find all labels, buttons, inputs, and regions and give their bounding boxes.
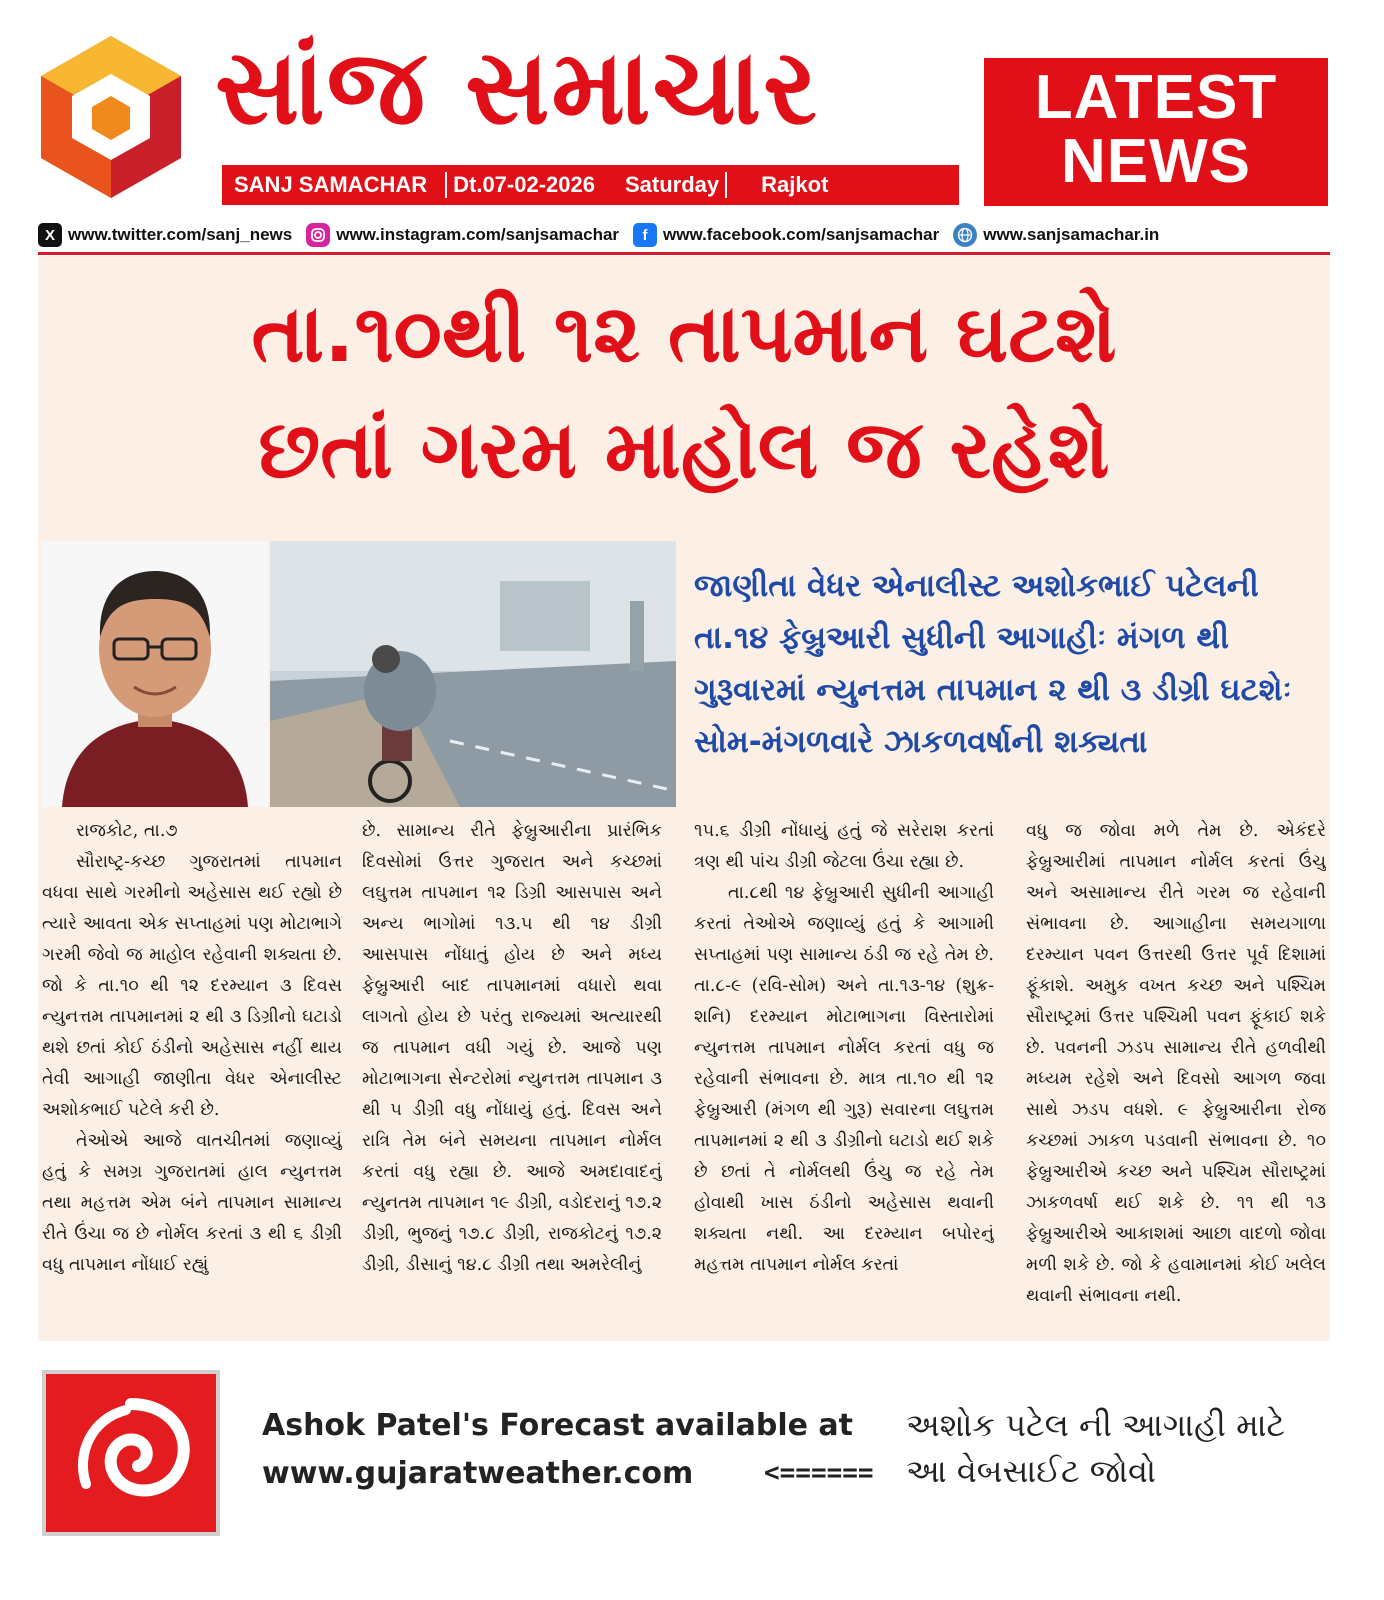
latest-label: LATEST <box>1034 63 1278 132</box>
instagram-url: www.instagram.com/sanjsamachar <box>336 225 620 244</box>
latest-news-badge <box>984 58 1328 206</box>
paragraph: તા.૮થી ૧૪ ફેબ્રુઆરી સુધીની આગાહી કરતાં તેઓએ જણાવ્યું હતું કે આગામી સપ્તાહમાં પણ સામાન્ય ઠંડી જ રહે તેમ છે. તા.૮-૯ (રવિ-સોમ) અને તા.૧૩-૧૪ (શુક્ર-શનિ) દરમ્યાન મોટાભાગના વિસ્તારોમાં ન્યુનત્તમ તાપમાન નોર્મલ કરતાં વધુ જ રહેવાની સંભાવના છે. માત્ર તા.૧૦ થી ૧૨ ફેબ્રુઆરી (મંગળ થી ગુરૂ) સવારના લઘુત્તમ તાપમાનમાં ૨ થી ૩ ડીગ્રીનો ઘટાડો થઈ શકે છે છતાં તે નોર્મલથી ઉંચુ જ રહે તેમ હોવાથી ખાસ ઠંડીનો અહેસાસ થવાની શક્યતા નથી. આ દરમ્યાન બપોરનું મહત્તમ તાપમાન નોર્મલ કરતાં <box>694 883 994 1275</box>
article-column-2 <box>362 816 662 1336</box>
ad-arrow: <====== <box>764 1458 874 1488</box>
website-link[interactable] <box>953 223 1159 247</box>
globe-icon <box>953 223 977 247</box>
foggy-road-photo <box>270 541 676 807</box>
analyst-photo <box>42 541 268 807</box>
issue-city: Rajkot <box>761 172 829 197</box>
twitter-link[interactable] <box>38 223 292 247</box>
instagram-link[interactable] <box>306 223 619 247</box>
instagram-icon <box>306 223 330 247</box>
subheadline: જાણીતા વેધર એનાલીસ્ટ અશોકભાઈ પટેલની તા.૧૪ ફેબ્રુઆરી સુધીની આગાહીઃ મંગળ થી ગુરૂવારમાં ન્યુનત્તમ તાપમાન ૨ થી ૩ ડીગ્રી ઘટશેઃ સોમ-મંગળવારે ઝાકળવર્ષાની શક્યતા <box>694 568 1292 760</box>
social-links-bar <box>38 218 1330 255</box>
facebook-link[interactable] <box>633 223 939 247</box>
website-url: www.sanjsamachar.in <box>983 225 1160 244</box>
paragraph: વધુ જ જોવા મળે તેમ છે. એકંદરે ફેબ્રુઆરીમાં તાપમાન નોર્મલ કરતાં ઉંચુ અને અસામાન્ય રીતે ગરમ જ રહેવાની સંભાવના છે. આગાહીના સમયગાળા દરમ્યાન પવન ઉત્તરથી ઉત્તર પૂર્વ દિશામાં ફૂંકાશે. અમુક વખત કચ્છ અને પશ્ચિમ સૌરાષ્ટ્રમાં ઉત્તર પશ્ચિમી પવન ફૂંકાઈ શકે છે. પવનની ઝડપ સામાન્ય રીતે હળવીથી મધ્યમ રહેશે અને દિવસો આગળ જવા સાથે ઝડપ વધશે. ૯ ફેબ્રુઆરીના રોજ કચ્છમાં ઝાકળ પડવાની સંભાવના છે. ૧૦ ફેબ્રુઆરીએ કચ્છ અને પશ્ચિમ સૌરાષ્ટ્રમાં ઝાકળવર્ષા થઈ શકે છે. ૧૧ થી ૧૩ ફેબ્રુઆરીએ આકાશમાં આછા વાદળો જોવા મળી શકે છે. જો કે હવામાનમાં કોઈ ખલેલ થવાની સંભાવના નથી. <box>1026 821 1326 1306</box>
gujarat-weather-logo <box>42 1370 220 1536</box>
ad-gujarati-text-2: આ વેબસાઈટ જોવો <box>906 1452 1156 1490</box>
divider <box>445 172 447 198</box>
paragraph: છે. સામાન્ય રીતે ફેબ્રુઆરીના પ્રારંભિક દિવસોમાં ઉત્તર ગુજરાત અને કચ્છમાં લઘુત્તમ તાપમાન ૧૨ ડિગ્રી આસપાસ અને અન્ય ભાગોમાં ૧૩.૫ થી ૧૪ ડીગ્રી આસપાસ નોંધાતું હોય છે અને મધ્ય ફેબ્રુઆરી બાદ તાપમાનમાં વધારો થવા લાગતો હોય છે પરંતુ રાજ્યમાં અત્યારથી જ તાપમાન વધી ગયું છે. આજે પણ મોટાભાગના સેન્ટરોમાં ન્યુનત્તમ તાપમાન ૩ થી ૫ ડીગ્રી વધુ નોંધાયું હતું. દિવસ અને રાત્રિ તેમ બંને સમયના તાપમાન નોર્મલ કરતાં વધુ રહ્યા છે. આજે અમદાવાદનું ન્યુનતમ તાપમાન ૧૯ ડીગ્રી, વડોદરાનું ૧૭.૨ ડીગ્રી, ભુજનું ૧૭.૮ ડીગ્રી, રાજકોટનું ૧૭.૨ ડીગ્રી, ડીસાનું ૧૪.૮ ડીગ્રી તથા અમરેલીનું <box>362 821 662 1275</box>
issue-date: Dt.07-02-2026 <box>453 172 595 197</box>
ad-gujarati-text-1: અશોક પટેલ ની આગાહી માટે <box>906 1406 1286 1444</box>
article-column-1 <box>42 816 342 1336</box>
facebook-url: www.facebook.com/sanjsamachar <box>663 225 940 244</box>
paragraph: સૌરાષ્ટ્ર-કચ્છ ગુજરાતમાં તાપમાન વધવા સાથે ગરમીનો અહેસાસ થઈ રહ્યો છે ત્યારે આવતા એક સપ્તાહમાં પણ મોટાભાગે ગરમી જેવો જ માહોલ રહેવાની શક્યતા છે. જો કે તા.૧૦ થી ૧૨ દરમ્યાન ૩ દિવસ ન્યુનત્તમ તાપમાનમાં ૨ થી ૩ ડિગ્રીનો ઘટાડો થશે છતાં કોઈ ઠંડીનો અહેસાસ નહીં થાય તેવી આગાહી જાણીતા વેધર એનાલીસ્ટ અશોકભાઈ પટેલે કરી છે. <box>42 852 342 1120</box>
facebook-icon: f <box>633 223 657 247</box>
twitter-url: www.twitter.com/sanj_news <box>68 225 293 244</box>
paragraph: તેઓએ આજે વાતચીતમાં જણાવ્યું હતું કે સમગ્ર ગુજરાતમાં હાલ ન્યુનત્તમ તથા મહત્તમ એમ બંને તાપમાન સામાન્ય રીતે ઉંચા જ છે નોર્મલ કરતાં ૩ થી ૬ ડીગ્રી વધુ તાપમાન નોંધાઈ રહ્યું <box>42 1131 342 1275</box>
dateline: રાજકોટ, તા.૭ <box>76 821 178 841</box>
ad-forecast-text: Ashok Patel's Forecast available at <box>262 1408 854 1443</box>
article-column-4 <box>1026 816 1326 1336</box>
article-panel <box>38 256 1330 1341</box>
paragraph: ૧૫.૬ ડીગ્રી નોંધાયું હતું જે સરેરાશ કરતાં ત્રણ થી પાંચ ડીગ્રી જેટલા ઉંચા રહ્યા છે. <box>694 821 994 872</box>
headline-line-2: છતાં ગરમ માહોલ જ રહેશે <box>258 403 1110 496</box>
ad-website-link[interactable]: www.gujaratweather.com <box>262 1456 694 1491</box>
masthead-title: સાંજ સમાચાર <box>215 26 819 148</box>
article-column-3 <box>694 816 994 1336</box>
x-twitter-icon: X <box>38 223 62 247</box>
headline-line-1: તા.૧૦થી ૧૨ તાપમાન ઘટશે <box>251 287 1117 380</box>
brand-name: SANJ SAMACHAR <box>234 172 428 197</box>
date-bar <box>222 165 959 205</box>
news-label: NEWS <box>1061 127 1251 196</box>
sanj-samachar-logo <box>38 34 184 200</box>
headline <box>38 276 1330 508</box>
issue-day: Saturday <box>625 172 720 197</box>
divider <box>725 172 727 198</box>
